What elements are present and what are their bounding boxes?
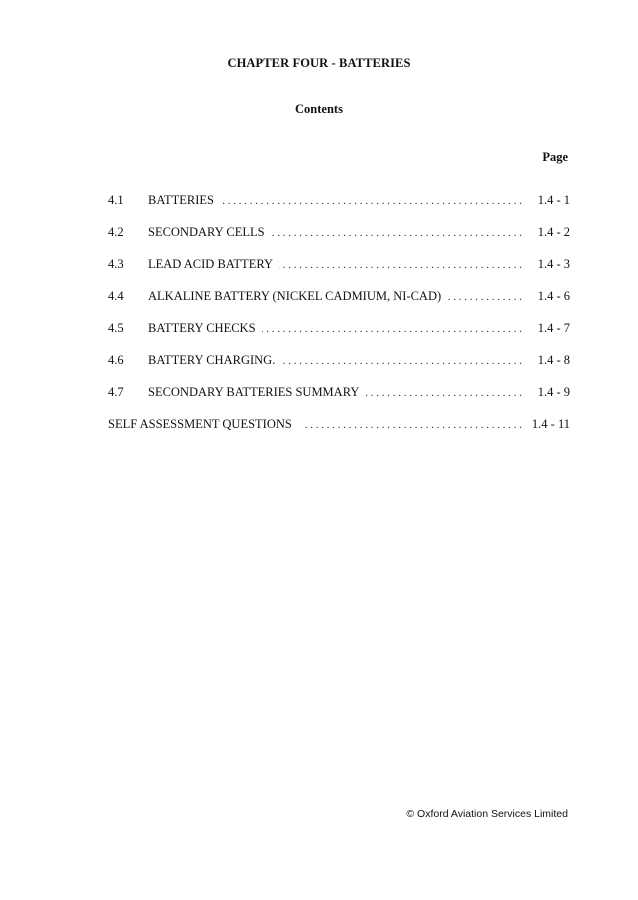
toc-entry-page: 1.4 - 9 <box>537 385 570 399</box>
toc-entry-title: SECONDARY CELLS <box>148 225 265 239</box>
toc-leader-dots <box>304 419 522 431</box>
toc-entry-number: 4.5 <box>108 321 124 335</box>
toc-leader-dots <box>365 387 522 399</box>
toc-leader-dots <box>262 323 522 335</box>
contents-heading: Contents <box>295 102 343 116</box>
toc-entry-title: ALKALINE BATTERY (NICKEL CADMIUM, NI-CAD) <box>148 289 442 303</box>
toc-entry-title: BATTERY CHECKS <box>148 321 256 335</box>
table-of-contents <box>108 193 570 449</box>
toc-entry[interactable] <box>108 257 570 289</box>
toc-entry-number: 4.4 <box>108 289 124 303</box>
toc-leader-dots <box>447 291 522 303</box>
toc-entry-title: BATTERIES <box>148 193 214 207</box>
copyright-footer: © Oxford Aviation Services Limited <box>406 808 568 820</box>
toc-entry-page: 1.4 - 3 <box>537 257 570 271</box>
toc-leader-dots <box>271 227 522 239</box>
toc-entry-number: 4.6 <box>108 353 124 367</box>
page-column-heading: Page <box>542 150 568 164</box>
toc-leader-dots <box>281 355 522 367</box>
toc-entry[interactable] <box>108 289 570 321</box>
toc-entry-title: LEAD ACID BATTERY <box>148 257 273 271</box>
toc-entry[interactable] <box>108 385 570 417</box>
toc-entry-page: 1.4 - 2 <box>537 225 570 239</box>
toc-entry[interactable] <box>108 193 570 225</box>
toc-entry[interactable] <box>108 321 570 353</box>
toc-entry-page: 1.4 - 6 <box>537 289 570 303</box>
toc-entry-number: 4.2 <box>108 225 124 239</box>
toc-entry-title: SELF ASSESSMENT QUESTIONS <box>108 417 292 431</box>
toc-entry-page: 1.4 - 7 <box>537 321 570 335</box>
toc-entry-page: 1.4 - 11 <box>531 417 570 431</box>
toc-entry-title: SECONDARY BATTERIES SUMMARY <box>148 385 360 399</box>
toc-entry-title: BATTERY CHARGING. <box>148 353 276 367</box>
toc-leader-dots <box>279 259 522 271</box>
toc-entry[interactable] <box>108 353 570 385</box>
toc-entry[interactable] <box>108 225 570 257</box>
toc-entry-number: 4.3 <box>108 257 124 271</box>
toc-entry-number: 4.7 <box>108 385 124 399</box>
toc-entry-number: 4.1 <box>108 193 124 207</box>
toc-entry-page: 1.4 - 1 <box>537 193 570 207</box>
chapter-title: CHAPTER FOUR - BATTERIES <box>227 56 411 70</box>
toc-entry-page: 1.4 - 8 <box>537 353 570 367</box>
toc-leader-dots <box>220 195 522 207</box>
toc-entry-self-assessment[interactable] <box>108 417 570 449</box>
